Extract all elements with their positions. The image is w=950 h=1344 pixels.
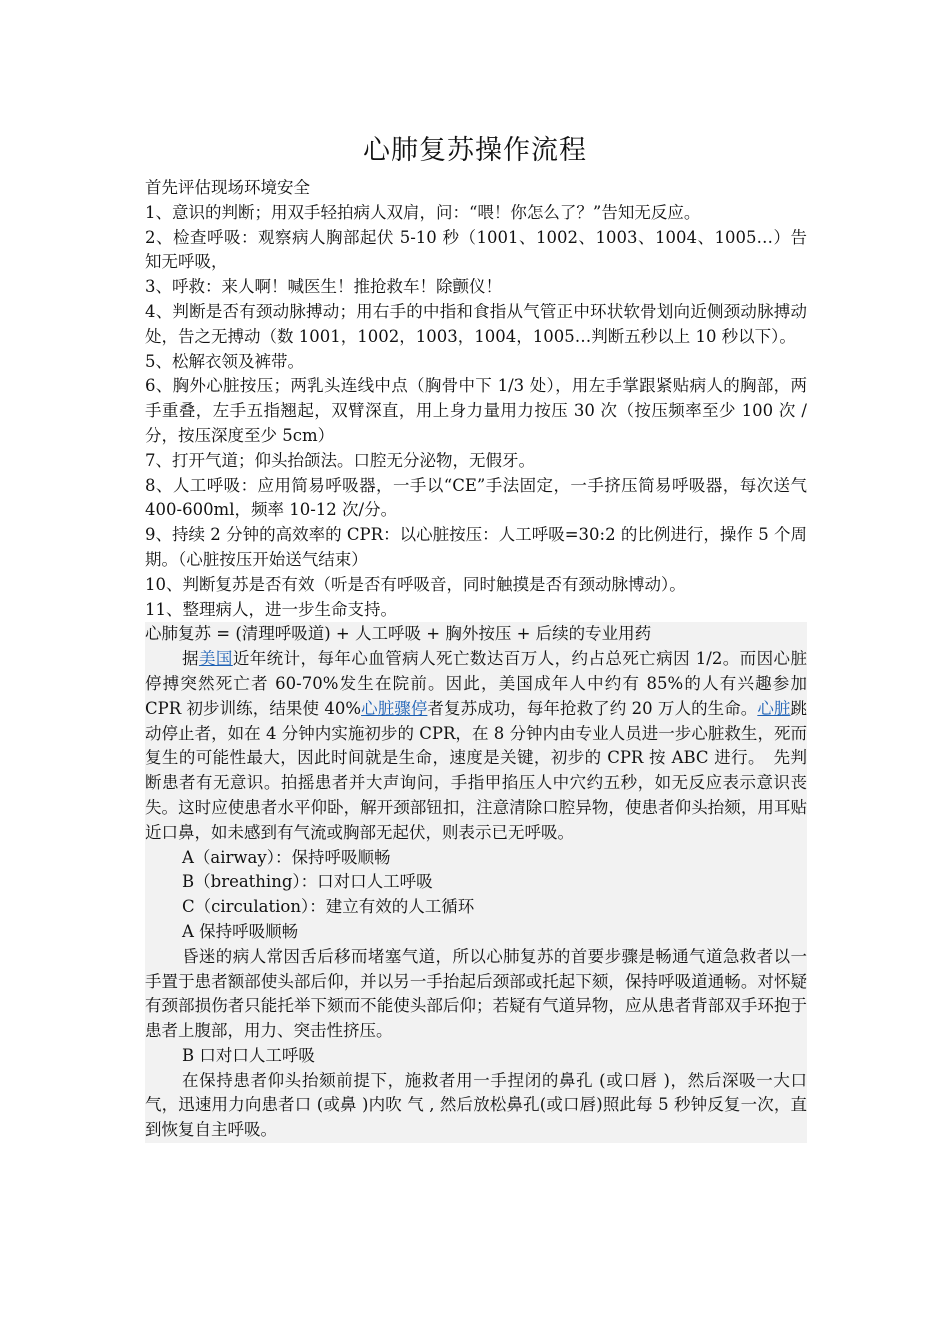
document-body	[145, 176, 807, 1143]
cpr-formula: 心肺复苏 = (清理呼吸道) + 人工呼吸 + 胸外按压 + 后续的专业用药	[145, 624, 652, 644]
section-b-heading: B 口对口人工呼吸	[182, 1045, 315, 1065]
section-b-text: 在保持患者仰头抬颏前提下，施救者用一手捏闭的鼻孔 (或口唇 )，然后深吸一大口气，迅速用力向患者口 (或鼻 )内吹 气 , 然后放松鼻孔(或口唇)照此每 5 秒钟反复一次，直到恢复自主呼吸。	[145, 1070, 807, 1140]
step-4: 4、判断是否有颈动脉搏动；用右手的中指和食指从气管正中环状软骨划向近侧颈动脉搏动处，告之无搏动（数 1001，1002，1003，1004，1005…判断五秒以上 10 秒以下）。	[145, 301, 807, 346]
statistics-paragraph	[145, 647, 807, 845]
abc-item-c: C（circulation）：建立有效的人工循环	[182, 897, 475, 917]
link-cardiac-arrest[interactable]: 心脏骤停	[361, 698, 428, 718]
intro-line: 首先评估现场环境安全	[145, 178, 310, 197]
para-text-4: 跳动停止者，如在 4 分钟内实施初步的 CPR，在 8 分钟内由专业人员进一步心脏救生，死而复生的可能性最大，因此时间就是生命，速度是关键，初步的 CPR 按 ABC 进行。 先判断患者有无意识。拍摇患者并大声询问，手指甲掐压人中穴约五秒，如无反应表示意识丧失。这时应使患者水平仰卧，解开颈部钮扣，注意清除口腔异物，使患者仰头抬颏，用耳贴近口鼻，如未感到有气流或胸部无起伏，则表示已无呼吸。	[145, 698, 808, 842]
abc-item-b: B（breathing）：口对口人工呼吸	[182, 872, 433, 892]
step-11: 11、整理病人，进一步生命支持。	[145, 599, 397, 619]
step-8: 8、人工呼吸：应用简易呼吸器，一手以“CE”手法固定，一手挤压简易呼吸器，每次送气 400-600ml，频率 10-12 次/分。	[145, 475, 807, 520]
link-usa[interactable]: 美国	[198, 649, 233, 669]
para-text-1: 据	[182, 649, 199, 669]
abc-item-a: A（airway）：保持呼吸顺畅	[182, 847, 391, 867]
step-5: 5、松解衣领及裤带。	[145, 351, 304, 371]
step-3: 3、呼救：来人啊！喊医生！推抢救车！除颤仪！	[145, 277, 502, 297]
section-a-text: 昏迷的病人常因舌后移而堵塞气道，所以心肺复苏的首要步骤是畅通气道急救者以一手置于患者额部使头部后仰，并以另一手抬起后颈部或托起下颏，保持呼吸道通畅。对怀疑有颈部损伤者只能托举下颏而不能使头部后仰；若疑有气道异物，应从患者背部双手环抱于患者上腹部，用力、突击性挤压。	[145, 946, 807, 1041]
step-2: 2、检查呼吸：观察病人胸部起伏 5-10 秒（1001、1002、1003、1004、1005…）告知无呼吸，	[145, 227, 807, 272]
para-text-3: 者复苏成功，每年抢救了约 20 万人的生命。	[427, 698, 758, 718]
step-10: 10、判断复苏是否有效（听是否有呼吸音，同时触摸是否有颈动脉博动）。	[145, 574, 686, 594]
page-title: 心肺复苏操作流程	[363, 135, 587, 166]
section-a-heading: A 保持呼吸顺畅	[182, 921, 299, 941]
step-6: 6、胸外心脏按压；两乳头连线中点（胸骨中下 1/3 处），用左手掌跟紧贴病人的胸部，两手重叠，左手五指翘起，双臂深直，用上身力量用力按压 30 次（按压频率至少 100 次 / 分，按压深度至少 5cm）	[145, 376, 807, 445]
step-7: 7、打开气道；仰头抬颌法。口腔无分泌物，无假牙。	[145, 450, 535, 470]
para-text-2: 近年统计，每年心血管病人死亡数达百万人，约占总死亡病因 1/2。而因心脏停搏突然死亡者 60-70%发生在院前。因此，美国成年人中约有 85%的人有兴趣参加 CPR 初步训练，结果使 40%	[145, 649, 807, 718]
link-heart[interactable]: 心脏	[757, 698, 791, 718]
cpr-explanation-block	[145, 622, 807, 1143]
step-1: 1、意识的判断；用双手轻拍病人双肩，问：“喂！你怎么了？”告知无反应。	[145, 202, 701, 222]
step-9: 9、持续 2 分钟的高效率的 CPR：以心脏按压：人工呼吸=30:2 的比例进行，操作 5 个周期。（心脏按压开始送气结束）	[145, 525, 807, 569]
